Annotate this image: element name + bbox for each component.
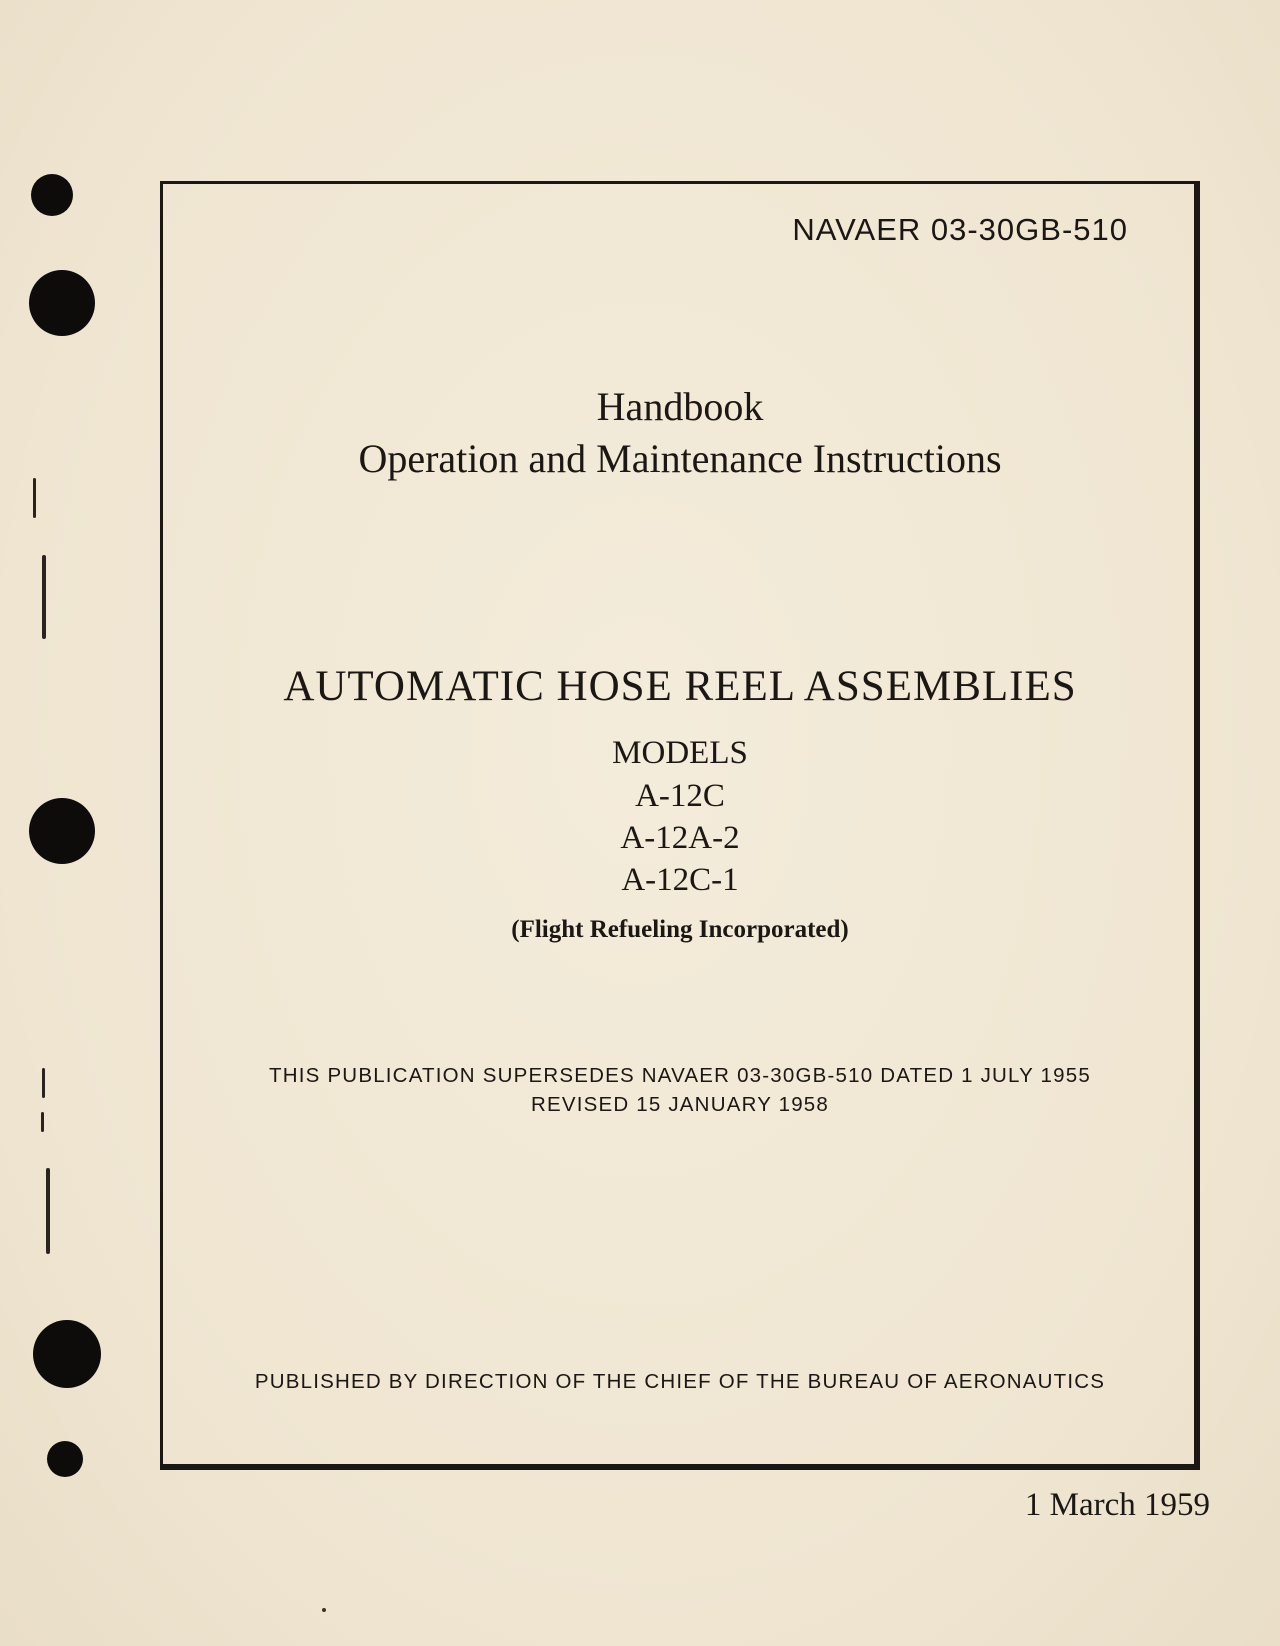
- binding-mark: [46, 1168, 50, 1254]
- punch-hole: [47, 1441, 83, 1477]
- main-title: AUTOMATIC HOSE REEL ASSEMBLIES: [283, 663, 1077, 710]
- title-handbook: Handbook: [596, 384, 764, 429]
- publication-date: 1 March 1959: [1024, 1487, 1210, 1523]
- punch-hole: [29, 798, 95, 864]
- speck: [322, 1608, 326, 1612]
- binding-mark: [41, 1112, 44, 1132]
- model-item: A-12C: [635, 778, 725, 814]
- supersedes-note: THIS PUBLICATION SUPERSEDES NAVAER 03-30GB-510 DATED 1 JULY 1955: [269, 1064, 1091, 1087]
- punch-hole: [29, 270, 95, 336]
- manufacturer: (Flight Refueling Incorporated): [511, 916, 849, 943]
- model-item: A-12C-1: [621, 862, 739, 898]
- binding-mark: [33, 478, 36, 518]
- revised-note: REVISED 15 JANUARY 1958: [530, 1093, 830, 1116]
- models-label: MODELS: [612, 735, 748, 771]
- model-item: A-12A-2: [620, 820, 740, 856]
- binding-mark: [42, 555, 46, 639]
- published-by: PUBLISHED BY DIRECTION OF THE CHIEF OF THE BUREAU OF AERONAUTICS: [254, 1370, 1106, 1393]
- punch-hole: [31, 174, 73, 216]
- document-number: NAVAER 03-30GB-510: [792, 212, 1128, 247]
- title-subtitle: Operation and Maintenance Instructions: [358, 436, 1002, 481]
- binding-mark: [42, 1068, 45, 1098]
- punch-hole: [33, 1320, 101, 1388]
